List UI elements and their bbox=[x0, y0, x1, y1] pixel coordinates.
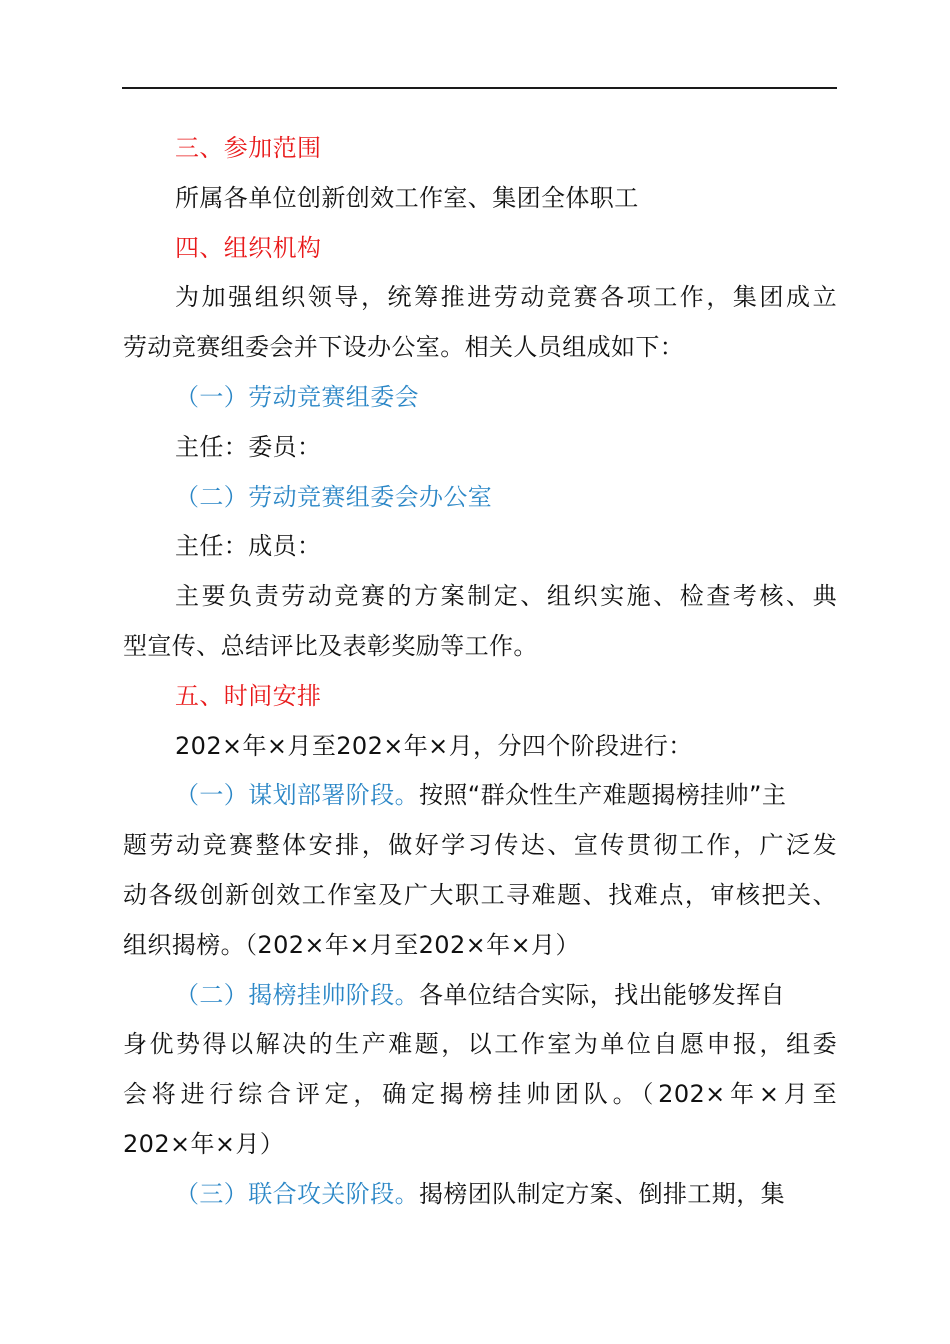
section-heading-organization: 四、组织机构 bbox=[175, 233, 322, 262]
paragraph-line bbox=[123, 971, 837, 1021]
paragraph-line: 主要负责劳动竞赛的方案制定、组织实施、检查考核、典 bbox=[175, 582, 837, 611]
paragraph-line: 型宣传、总结评比及表彰奖励等工作。 bbox=[123, 631, 538, 660]
stage-text: 揭榜团队制定方案、倒排工期，集 bbox=[419, 1179, 785, 1208]
stage-label-unveiling: （二）揭榜挂帅阶段。 bbox=[175, 980, 419, 1009]
paragraph-line: 202×年×月至202×年×月，分四个阶段进行： bbox=[175, 731, 693, 760]
paragraph-line bbox=[123, 771, 837, 821]
stage-text: 按照“群众性生产难题揭榜挂帅”主 bbox=[419, 781, 787, 810]
paragraph-line: 组织揭榜。（202×年×月至202×年×月） bbox=[123, 930, 580, 959]
paragraph-line: 所属各单位创新创效工作室、集团全体职工 bbox=[175, 183, 639, 212]
subheading-committee-office: （二）劳动竞赛组委会办公室 bbox=[175, 482, 493, 511]
subheading-committee: （一）劳动竞赛组委会 bbox=[175, 382, 419, 411]
stage-label-planning: （一）谋划部署阶段。 bbox=[175, 781, 419, 810]
section-heading-schedule: 五、时间安排 bbox=[175, 681, 322, 710]
header-rule bbox=[122, 87, 837, 89]
paragraph-line: 会将进行综合评定，确定揭榜挂帅团队。（202×年×月至 bbox=[123, 1080, 837, 1109]
paragraph-line bbox=[123, 1170, 837, 1220]
stage-label-joint-effort: （三）联合攻关阶段。 bbox=[175, 1179, 419, 1208]
paragraph-line: 劳动竞赛组委会并下设办公室。相关人员组成如下： bbox=[123, 333, 685, 362]
paragraph-line: 202×年×月） bbox=[123, 1129, 285, 1158]
paragraph-line: 主任：成员： bbox=[175, 532, 322, 561]
paragraph-line: 主任：委员： bbox=[175, 432, 322, 461]
paragraph-line: 题劳动竞赛整体安排，做好学习传达、宣传贯彻工作，广泛发 bbox=[123, 831, 837, 860]
stage-text: 各单位结合实际，找出能够发挥自 bbox=[419, 980, 785, 1009]
document-body bbox=[123, 124, 837, 1220]
section-heading-scope: 三、参加范围 bbox=[175, 134, 322, 162]
paragraph-line: 为加强组织领导，统筹推进劳动竞赛各项工作，集团成立 bbox=[175, 283, 837, 312]
paragraph-line: 身优势得以解决的生产难题，以工作室为单位自愿申报，组委 bbox=[123, 1030, 837, 1059]
paragraph-line: 动各级创新创效工作室及广大职工寻难题、找难点，审核把关、 bbox=[123, 880, 837, 909]
